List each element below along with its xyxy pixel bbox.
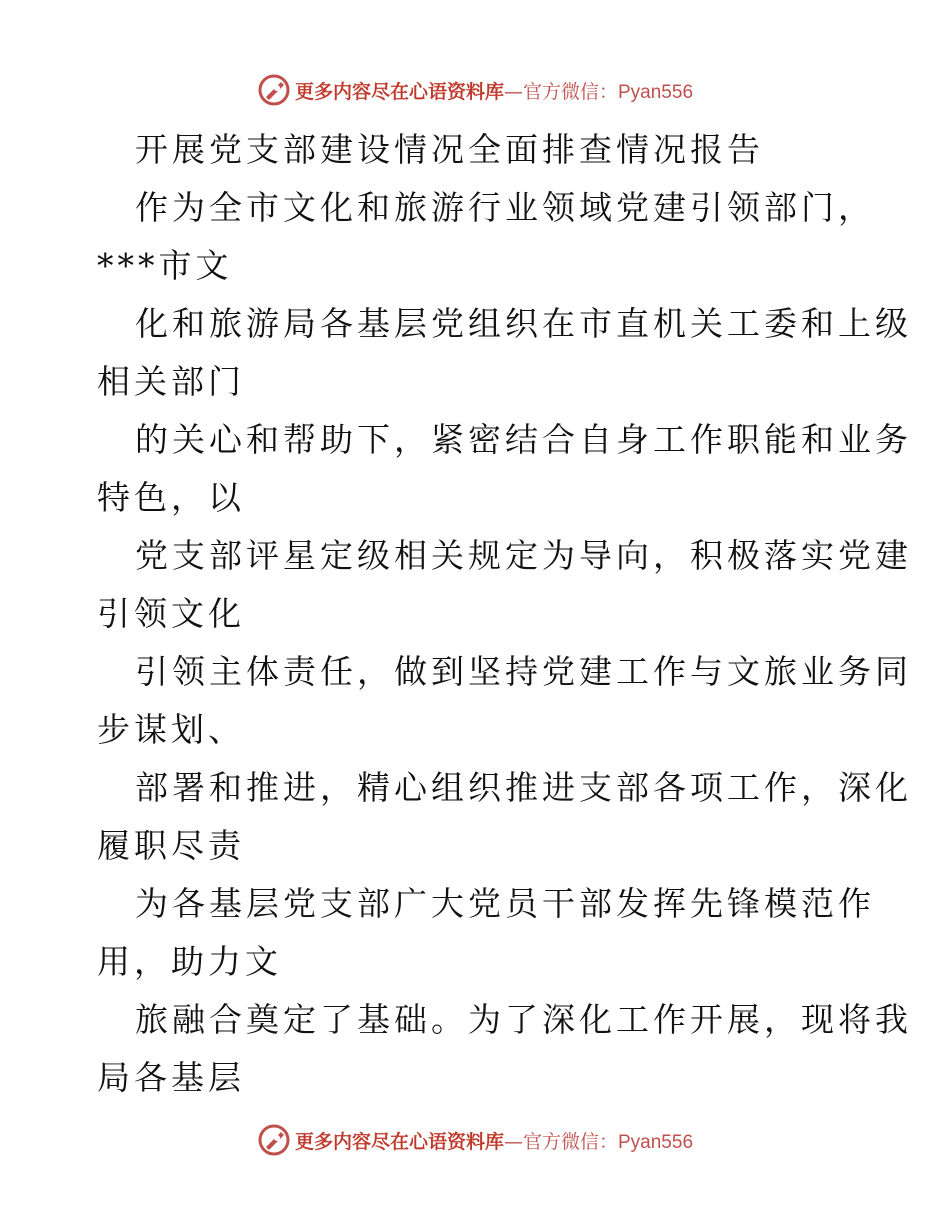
- watermark-wechat-label: 官方微信：: [522, 80, 618, 103]
- paragraph-line: 的关心和帮助下，紧密结合自身工作职能和业务: [135, 420, 912, 459]
- pen-logo-icon: [257, 73, 291, 107]
- watermark-wechat-id: Pyan556: [618, 1131, 694, 1153]
- watermark-site: 更多内容尽在心语资料库: [294, 1130, 504, 1153]
- watermark-separator: —: [503, 80, 523, 103]
- paragraph-line: ***市文: [97, 246, 233, 285]
- paragraph-line: 为各基层党支部广大党员干部发挥先锋模范作: [135, 884, 875, 923]
- paragraph-line: 用，助力文: [97, 942, 282, 981]
- paragraph-line: 部署和推进，精心组织推进支部各项工作，深化: [135, 768, 912, 807]
- paragraph-line: 党支部评星定级相关规定为导向，积极落实党建: [135, 536, 912, 575]
- watermark-site: 更多内容尽在心语资料库: [294, 80, 504, 103]
- paragraph-line: 步谋划、: [97, 710, 245, 749]
- paragraph-line: 引领文化: [97, 594, 245, 633]
- paragraph-line: 引领主体责任，做到坚持党建工作与文旅业务同: [135, 652, 912, 691]
- watermark-header: [0, 70, 950, 110]
- paragraph-line: 作为全市文化和旅游行业领域党建引领部门，: [135, 188, 875, 227]
- watermark-wechat-id: Pyan556: [618, 81, 694, 103]
- pen-logo-icon: [257, 1123, 291, 1157]
- paragraph-line: 旅融合奠定了基础。为了深化工作开展，现将我: [135, 1000, 912, 1039]
- paragraph-line: 相关部门: [97, 362, 245, 401]
- watermark-footer: [0, 1120, 950, 1160]
- watermark-separator: —: [503, 1130, 523, 1153]
- paragraph-line: 化和旅游局各基层党组织在市直机关工委和上级: [135, 304, 912, 343]
- watermark-text: [295, 77, 693, 104]
- watermark-wechat-label: 官方微信：: [522, 1130, 618, 1153]
- doc-title: 开展党支部建设情况全面排查情况报告: [135, 130, 764, 169]
- paragraph-line: 履职尽责: [97, 826, 245, 865]
- paragraph-line: 局各基层: [97, 1058, 245, 1097]
- paragraph-line: 特色，以: [97, 478, 245, 517]
- watermark-text: [295, 1127, 693, 1154]
